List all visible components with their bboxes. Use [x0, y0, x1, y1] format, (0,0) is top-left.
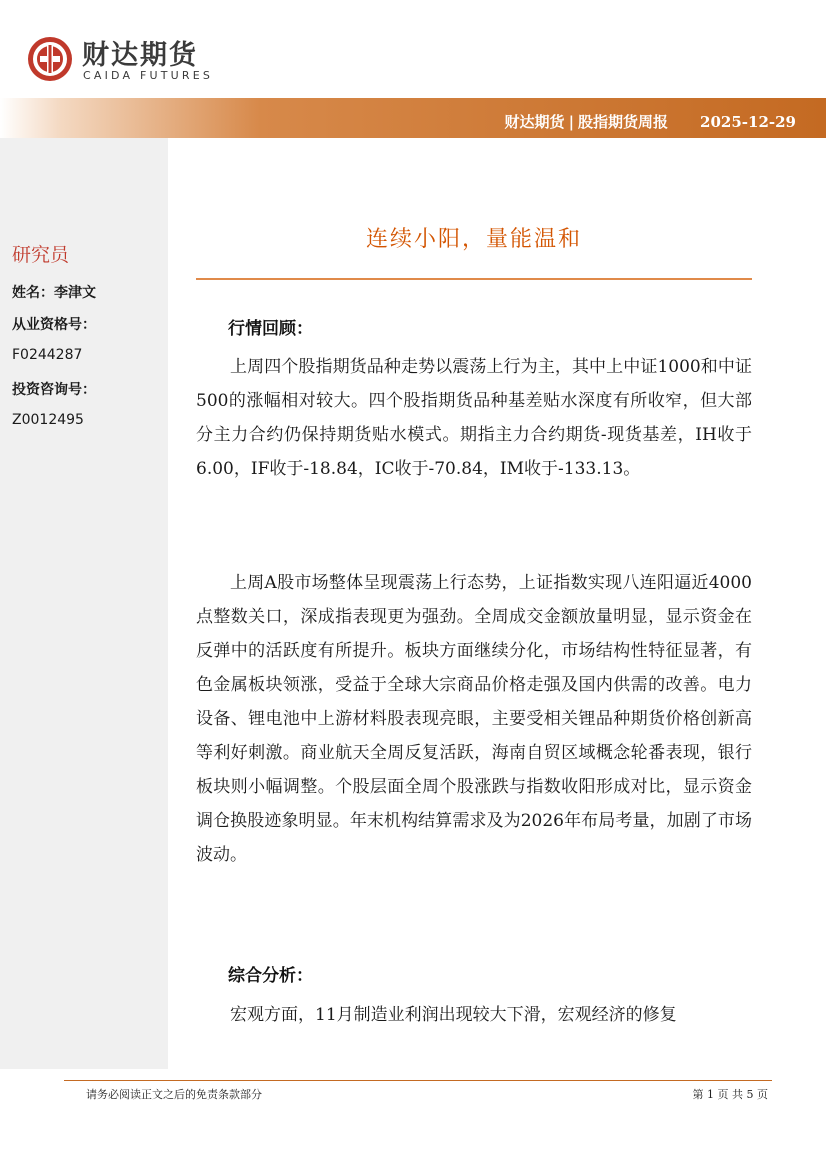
paragraph-analysis: 宏观方面，11月制造业利润出现较大下滑，宏观经济的修复	[230, 1005, 677, 1025]
cert-value: F0244287	[12, 347, 83, 363]
footer-page-number: 第 1 页 共 5 页	[692, 1088, 768, 1101]
researcher-name: 姓名：李津文	[12, 285, 96, 301]
caida-logo-icon	[26, 35, 74, 83]
banner-separator: |	[568, 113, 575, 131]
logo-english-name: CAIDA FUTURES	[83, 69, 214, 82]
banner-report-type: 股指期货周报	[578, 113, 669, 131]
researcher-heading: 研究员	[12, 244, 70, 266]
cert-label: 从业资格号：	[12, 317, 96, 333]
paragraph-market-detail: 上周A股市场整体呈现震荡上行态势，上证指数实现八连阳逼近4000点整数关口，深成指表现更为强劲。全周成交金额放量明显，显示资金在反弹中的活跃度有所提升。板块方面继续分化，市场结构性特征显著，有色金属板块领涨，受益于全球大宗商品价格走强及国内供需的改善。电力设备、锂电池中上游材料股表现亮眼，主要受相关锂品种期货价格创新高等利好刺激。商业航天全周反复活跃，海南自贸区域概念轮番表现，银行板块则小幅调整。个股层面全周个股涨跌与指数收阳形成对比，显示资金调仓换股迹象明显。年末机构结算需求及为2026年布局考量，加剧了市场波动。	[196, 573, 752, 865]
banner-text	[505, 111, 796, 132]
paragraph-market-review: 上周四个股指期货品种走势以震荡上行为主，其中上中证1000和中证500的涨幅相对较大。四个股指期货品种基差贴水深度有所收窄，但大部分主力合约仍保持期货贴水模式。期指主力合约期货-现货基差，IH收于6.00，IF收于-18.84，IC收于-70.84，IM收于-133.13。	[196, 357, 752, 479]
header-banner	[0, 98, 826, 138]
banner-company: 财达期货	[504, 113, 565, 131]
footer-divider	[64, 1080, 772, 1081]
footer-disclaimer: 请务必阅读正文之后的免责条款部分	[86, 1088, 262, 1101]
company-logo	[26, 35, 226, 87]
article-title: 连续小阳，量能温和	[365, 227, 582, 252]
title-divider	[196, 278, 752, 280]
logo-chinese-name: 财达期货	[82, 40, 198, 71]
consult-value: Z0012495	[12, 412, 84, 428]
section-heading-market-review: 行情回顾：	[228, 319, 313, 339]
sidebar	[0, 138, 168, 1069]
consult-label: 投资咨询号：	[12, 382, 96, 398]
section-heading-analysis: 综合分析：	[228, 966, 313, 986]
banner-date: 2025-12-29	[700, 113, 796, 131]
